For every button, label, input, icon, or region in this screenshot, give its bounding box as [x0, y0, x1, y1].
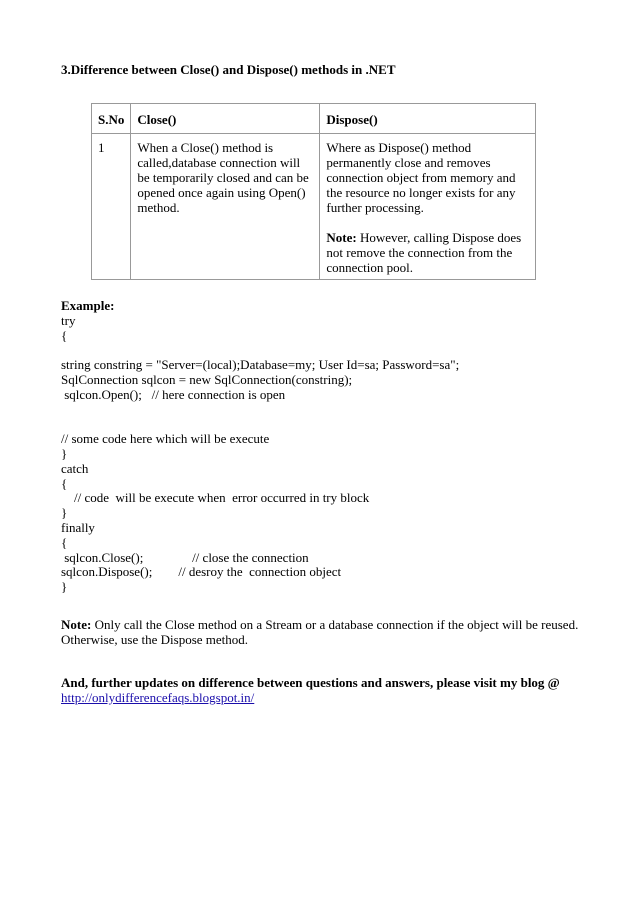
dispose-note [326, 230, 529, 275]
cell-dispose [320, 134, 536, 280]
code-line: { [61, 475, 68, 491]
code-line: catch [61, 460, 89, 476]
code-line: // some code here which will be execute [61, 431, 270, 447]
page-title: 3.Difference between Close() and Dispose() methods in .NET [61, 62, 396, 77]
dispose-note-text: However, calling Dispose does not remove the connection from the connection pool. [326, 230, 522, 275]
header-sno: S.No [92, 104, 131, 134]
updates-paragraph [61, 675, 601, 705]
note-paragraph [61, 617, 591, 647]
updates-text: And, further updates on difference between questions and answers, please visit my blog @ [61, 675, 560, 690]
cell-close: When a Close() method is called,database connection will be temporarily closed and can be opened once again using Open() method. [131, 134, 320, 280]
table-header-row [92, 104, 536, 134]
header-dispose: Dispose() [320, 104, 536, 134]
code-line: try [61, 312, 76, 328]
note-label: Note: [61, 617, 92, 632]
table-row [92, 134, 536, 280]
cell-sno: 1 [92, 134, 131, 280]
code-line: } [61, 505, 68, 521]
code-line: { [61, 534, 68, 550]
code-line: sqlcon.Close(); // close the connection [61, 549, 309, 565]
code-line: } [61, 579, 68, 595]
dispose-description: Where as Dispose() method permanently close and removes connection object from memory and the resource no longer exists for any further processing. [326, 140, 516, 215]
code-line: string constring = "Server=(local);Database=my; User Id=sa; Password=sa"; [61, 357, 460, 373]
code-line: { [61, 327, 68, 343]
header-close: Close() [131, 104, 320, 134]
code-line: // code will be execute when error occurred in try block [61, 490, 370, 506]
example-label: Example: [61, 298, 115, 313]
comparison-table [91, 103, 536, 280]
code-line [61, 403, 459, 418]
code-line [61, 343, 459, 358]
code-line: finally [61, 519, 95, 535]
code-line: sqlcon.Open(); // here connection is open [61, 386, 286, 402]
code-line: sqlcon.Dispose(); // desroy the connection object [61, 564, 342, 580]
code-line: SqlConnection sqlcon = new SqlConnection(constring); [61, 371, 353, 387]
code-line [61, 417, 459, 432]
example-code-block [61, 299, 459, 595]
code-line: } [61, 445, 68, 461]
note-text: Only call the Close method on a Stream or a database connection if the object will be reused. Otherwise, use the Dispose method. [61, 617, 579, 647]
dispose-note-label: Note: [326, 230, 357, 245]
blog-link[interactable]: http://onlydifferencefaqs.blogspot.in/ [61, 690, 255, 705]
